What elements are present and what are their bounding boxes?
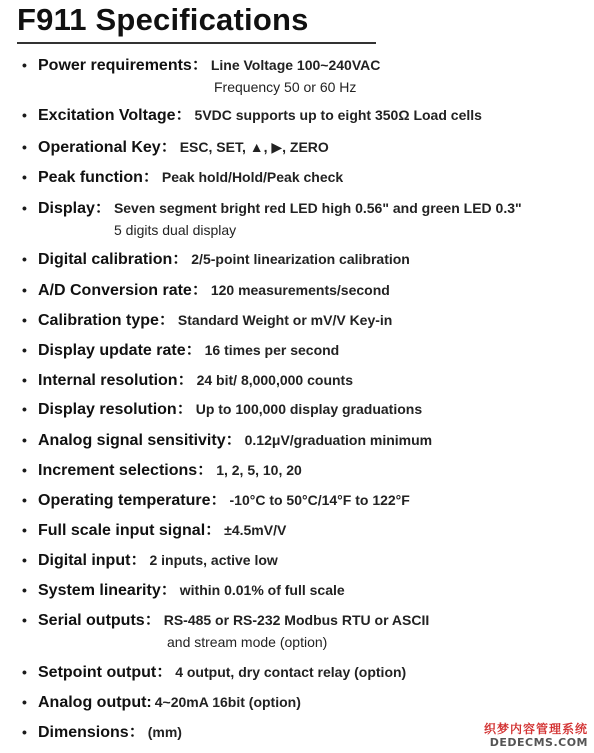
spec-value: 4~20mA 16bit (option) <box>154 694 301 710</box>
watermark-text-cn: 织梦内容管理系统 <box>483 722 588 736</box>
bullet-icon: • <box>22 724 27 740</box>
spec-label: Operating temperature <box>38 492 211 509</box>
spec-separator: ： <box>185 342 202 359</box>
spec-item <box>22 519 584 541</box>
bullet-icon: • <box>22 251 27 267</box>
spec-separator: ： <box>175 107 192 124</box>
spec-separator: ： <box>191 282 208 299</box>
bullet-icon: • <box>22 522 27 538</box>
spec-item <box>22 54 584 98</box>
spec-value: 2/5-point linearization calibration <box>191 251 410 267</box>
spec-label: Peak function <box>38 169 143 186</box>
bullet-icon: • <box>22 139 27 155</box>
bullet-icon: • <box>22 432 27 448</box>
spec-separator: ： <box>128 724 145 741</box>
spec-separator: ： <box>225 432 242 449</box>
spec-value: 24 bit/ 8,000,000 counts <box>196 372 353 388</box>
bullet-icon: • <box>22 282 27 298</box>
bullet-icon: • <box>22 694 27 710</box>
bullet-icon: • <box>22 462 27 478</box>
spec-label: Digital calibration <box>38 251 173 268</box>
spec-item <box>22 197 584 241</box>
spec-value: -10°C to 50°C/14°F to 122°F <box>229 492 410 508</box>
spec-label: Analog signal sensitivity <box>38 432 226 449</box>
spec-item <box>22 459 584 481</box>
spec-value: (mm) <box>147 724 182 740</box>
spec-item <box>22 279 584 301</box>
spec-separator: ： <box>197 462 214 479</box>
spec-value: 5VDC supports up to eight 350Ω Load cells <box>194 107 482 123</box>
bullet-icon: • <box>22 401 27 417</box>
spec-value: Peak hold/Hold/Peak check <box>161 169 344 185</box>
spec-separator: ： <box>176 401 193 418</box>
spec-separator: ： <box>205 522 222 539</box>
bullet-icon: • <box>22 342 27 358</box>
spec-label: System linearity <box>38 582 161 599</box>
bullet-icon: • <box>22 492 27 508</box>
spec-value: ±4.5mV/V <box>224 522 287 538</box>
bullet-icon: • <box>22 200 27 216</box>
spec-label: Display <box>38 200 95 217</box>
spec-label: Digital input <box>38 552 131 569</box>
title-underline <box>17 42 376 44</box>
bullet-icon: • <box>22 372 27 388</box>
spec-value: Standard Weight or mV/V Key-in <box>177 312 393 328</box>
spec-item <box>22 429 584 451</box>
spec-label: Serial outputs <box>38 612 145 629</box>
spec-label: Analog output <box>38 694 147 711</box>
spec-label: Calibration type <box>38 312 159 329</box>
watermark-text-en: DEDECMS.COM <box>489 736 588 749</box>
spec-item <box>22 661 584 683</box>
spec-label: Operational Key <box>38 139 161 156</box>
spec-item <box>22 489 584 511</box>
spec-separator: : <box>146 694 152 711</box>
spec-separator: ： <box>210 492 227 509</box>
spec-label: Setpoint output <box>38 664 157 681</box>
spec-value: 120 measurements/second <box>210 282 390 298</box>
spec-value: Seven segment bright red LED high 0.56" and green LED 0.3" <box>113 200 522 216</box>
spec-item <box>22 398 584 420</box>
spec-value-continued: 5 digits dual display <box>114 222 237 238</box>
spec-label: Display resolution <box>38 401 177 418</box>
spec-value: RS-485 or RS-232 Modbus RTU or ASCII <box>163 612 430 628</box>
spec-item <box>22 104 584 126</box>
spec-value-continued: and stream mode (option) <box>167 634 328 650</box>
page-title: F911 Specifications <box>17 2 309 37</box>
spec-separator: ： <box>156 664 173 681</box>
spec-value: 0.12μV/graduation minimum <box>244 432 433 448</box>
spec-item <box>22 549 584 571</box>
spec-separator: ： <box>144 612 161 629</box>
bullet-icon: • <box>22 169 27 185</box>
spec-label: Display update rate <box>38 342 186 359</box>
spec-separator: ： <box>94 200 111 217</box>
bullet-icon: • <box>22 664 27 680</box>
spec-separator: ： <box>160 139 177 156</box>
spec-label: Power requirements <box>38 57 192 74</box>
bullet-icon: • <box>22 57 27 73</box>
spec-value: 1, 2, 5, 10, 20 <box>216 462 302 478</box>
spec-item <box>22 579 584 601</box>
spec-value: 16 times per second <box>204 342 340 358</box>
spec-separator: ： <box>191 57 208 74</box>
watermark <box>484 723 588 749</box>
spec-separator: ： <box>158 312 175 329</box>
spec-value-continued: Frequency 50 or 60 Hz <box>214 79 357 95</box>
spec-value: 2 inputs, active low <box>149 552 278 568</box>
bullet-icon: • <box>22 582 27 598</box>
bullet-icon: • <box>22 107 27 123</box>
spec-label: Excitation Voltage <box>38 107 176 124</box>
spec-item <box>22 691 584 713</box>
spec-item <box>22 369 584 391</box>
spec-separator: ： <box>172 251 189 268</box>
spec-item <box>22 136 584 158</box>
bullet-icon: • <box>22 552 27 568</box>
spec-separator: ： <box>142 169 159 186</box>
spec-item <box>22 166 584 188</box>
spec-value: ESC, SET, ▲, ▶, ZERO <box>179 139 329 155</box>
spec-label: Full scale input signal <box>38 522 206 539</box>
spec-separator: ： <box>177 372 194 389</box>
spec-value: 4 output, dry contact relay (option) <box>175 664 407 680</box>
spec-value: Line Voltage 100~240VAC <box>210 57 381 73</box>
spec-label: Internal resolution <box>38 372 178 389</box>
spec-item <box>22 609 584 653</box>
spec-separator: ： <box>160 582 177 599</box>
spec-separator: ： <box>130 552 147 569</box>
spec-item <box>22 309 584 331</box>
spec-value: within 0.01% of full scale <box>179 582 345 598</box>
spec-item <box>22 339 584 361</box>
bullet-icon: • <box>22 612 27 628</box>
spec-value: Up to 100,000 display graduations <box>195 401 423 417</box>
spec-label: Increment selections <box>38 462 198 479</box>
bullet-icon: • <box>22 312 27 328</box>
spec-label: Dimensions <box>38 724 129 741</box>
spec-label: A/D Conversion rate <box>38 282 192 299</box>
spec-item <box>22 248 584 270</box>
